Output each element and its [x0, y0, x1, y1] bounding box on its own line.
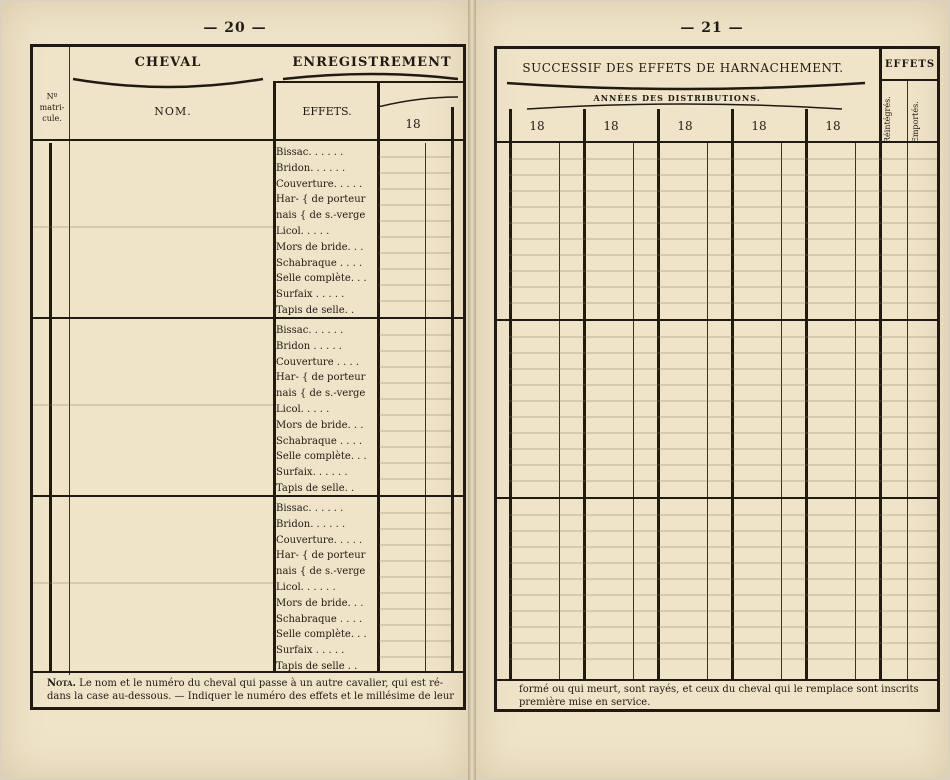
effet-item: Surfaix. . . . . .	[276, 467, 348, 479]
year-col-4: 18	[751, 119, 767, 133]
header-reintegres: Réintégrés.	[883, 96, 892, 143]
effet-item: Bridon. . . . . .	[276, 518, 346, 530]
right-note	[519, 683, 933, 709]
header-enregistrement: ENREGISTREMENT	[292, 55, 452, 70]
effet-item: Couverture . . . .	[276, 356, 360, 368]
effet-item: Licol. . . . .	[276, 403, 330, 415]
year-col-2: 18	[603, 119, 619, 133]
effet-item: Surfaix . . . . .	[276, 645, 345, 657]
effet-item: Couverture. . . . .	[276, 178, 363, 190]
entry-grid	[33, 47, 463, 707]
year-col-5: 18	[825, 119, 841, 133]
book-gutter	[468, 0, 476, 780]
effet-item: Bridon. . . . . .	[276, 162, 346, 174]
effet-item: Surfaix . . . . .	[276, 289, 345, 301]
page-number-20: — 20 —	[203, 20, 267, 36]
effet-item: Selle complète. . .	[276, 451, 367, 463]
effet-item: nais { de s.-verge	[276, 388, 366, 400]
effet-item: Selle complète. . .	[276, 629, 367, 641]
header-annees: ANNÉES DES DISTRIBUTIONS.	[593, 93, 761, 103]
year-col-3: 18	[677, 119, 693, 133]
note-line-2: première mise en service.	[519, 697, 651, 708]
effets-block-1	[276, 145, 376, 319]
nota-label: Nota.	[47, 678, 76, 689]
effet-item: Mors de bride. . .	[276, 241, 364, 253]
effets-block-3	[276, 501, 376, 675]
effet-item: Mors de bride. . .	[276, 419, 364, 431]
header-nom: NOM.	[154, 105, 192, 118]
effet-item: Schabraque . . . .	[276, 435, 363, 447]
effet-item: nais { de s.-verge	[276, 210, 366, 222]
entry-grid-right	[497, 49, 937, 709]
header-cheval: CHEVAL	[134, 55, 202, 70]
effet-item: Selle complète. . .	[276, 273, 367, 285]
nota-line-1: Le nom et le numéro du cheval qui passe à un autre cavalier, qui est ré-	[79, 678, 444, 689]
effet-item: Tapis de selle. .	[276, 482, 355, 494]
effet-item: Tapis de selle. .	[276, 304, 355, 316]
effet-item: Licol. . . . .	[276, 225, 330, 237]
nota-text	[47, 677, 457, 703]
right-register-table	[494, 46, 940, 712]
page-number-21: — 21 —	[680, 20, 744, 36]
header-effets: EFFETS.	[302, 105, 352, 118]
effet-item: Har- { de porteur	[276, 550, 366, 562]
effet-item: Licol. . . . . .	[276, 581, 336, 593]
effet-item: Bissac. . . . . .	[276, 325, 344, 336]
header-year: 18	[405, 117, 421, 131]
effet-item: nais { de s.-verge	[276, 566, 366, 578]
effet-item: Bissac. . . . . .	[276, 147, 344, 158]
effet-item: Couverture. . . . .	[276, 534, 363, 546]
nota-line-2: dans la case au-dessous. — Indiquer le numéro des effets et le millésime de leur	[47, 691, 455, 702]
effet-item: Bissac. . . . . .	[276, 503, 344, 514]
header-effets-right: EFFETS	[884, 59, 936, 70]
left-page	[2, 2, 468, 778]
header-matricule: Nº matri-cule.	[39, 92, 65, 123]
right-page	[476, 2, 948, 778]
effet-item: Tapis de selle . .	[276, 660, 358, 672]
effet-item: Schabraque . . . .	[276, 613, 363, 625]
effet-item: Har- { de porteur	[276, 372, 366, 384]
effet-item: Schabraque . . . .	[276, 257, 363, 269]
effet-item: Har- { de porteur	[276, 194, 366, 206]
note-line-1: formé ou qui meurt, sont rayés, et ceux du cheval qui le remplace sont inscrits	[519, 684, 919, 695]
header-emportes: Emportés.	[911, 101, 920, 143]
effet-item: Mors de bride. . .	[276, 597, 364, 609]
year-col-1: 18	[529, 119, 545, 133]
effet-item: Bridon . . . . .	[276, 340, 342, 352]
effets-block-2	[276, 323, 376, 497]
header-successif: SUCCESSIF DES EFFETS DE HARNACHEMENT.	[522, 61, 844, 75]
left-register-table	[30, 44, 466, 710]
